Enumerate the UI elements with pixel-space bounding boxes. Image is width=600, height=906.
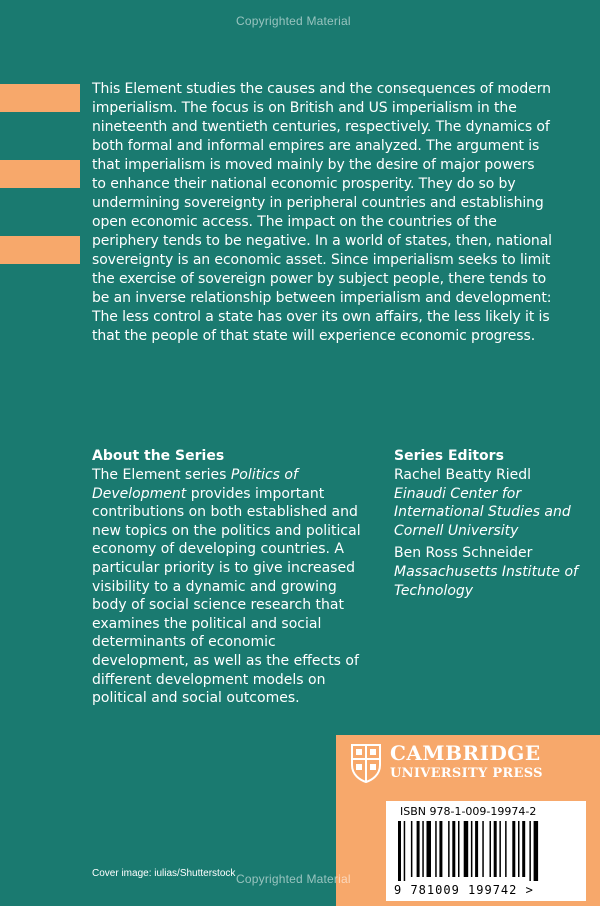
- editor-entry: [394, 544, 584, 600]
- publisher-subname: UNIVERSITY PRESS: [390, 766, 543, 781]
- decorative-stripe: [0, 236, 80, 264]
- publisher-name: CAMBRIDGE: [390, 741, 541, 765]
- decorative-stripe: [0, 160, 80, 188]
- decorative-stripe: [0, 84, 80, 112]
- book-abstract: This Element studies the causes and the consequences of modern imperialism. The focus is on British and US imperialism in the nineteenth and twentieth centuries, respectively. The dynamics of both formal and informal empires are analyzed. The argument is that imperialism is moved mainly by the desire of major powers to enhance their national economic prosperity. They do so by undermining sovereignty in peripheral countries and establishing open economic access. The impact on the countries of the periphery tends to be negative. In a world of states, then, national sovereignty is an economic asset. Since imperialism seeks to limit the exercise of sovereign power by subject people, there tends to be an inverse relationship between imperialism and development: The less control a state has over its own affairs, the less likely it is that the people of that state will experience economic progress.: [92, 81, 552, 344]
- series-editors-section: [394, 447, 584, 604]
- about-series-heading: About the Series: [92, 448, 225, 464]
- series-editors-heading: Series Editors: [394, 448, 504, 464]
- barcode-digits: 9 781009 199742 >: [394, 883, 534, 897]
- about-series-text-start: The Element series: [92, 467, 231, 483]
- about-series-text: [92, 466, 372, 708]
- cambridge-crest-icon: [350, 743, 382, 783]
- publisher-block: [336, 735, 600, 906]
- isbn-label: ISBN 978-1-009-19974-2: [400, 805, 537, 818]
- editor-name: Rachel Beatty Riedl: [394, 467, 532, 483]
- about-series-text-end: provides important contributions on both established and new topics on the politics and political economy of developing countries. A particular priority is to give increased visibility to a dynamic and growing body of social science research that examines the political and social determinants of economic development, as well as the effects of different development models on political and social outcomes.: [92, 485, 361, 707]
- editor-name: Ben Ross Schneider: [394, 545, 533, 562]
- series-title: Politics of Development: [92, 467, 298, 502]
- barcode-icon: [398, 821, 574, 881]
- editor-affiliation: Einaudi Center for International Studies and Cornell University: [394, 485, 571, 539]
- cover-credit: Cover image: iulias/Shutterstock: [92, 868, 236, 879]
- watermark-bottom: Copyrighted Material: [236, 872, 351, 886]
- editor-entry: [394, 466, 584, 540]
- about-series-section: [92, 447, 372, 708]
- editor-affiliation: Massachusetts Institute of Technology: [394, 563, 578, 599]
- barcode-panel: [386, 801, 586, 901]
- watermark-top: Copyrighted Material: [236, 14, 351, 28]
